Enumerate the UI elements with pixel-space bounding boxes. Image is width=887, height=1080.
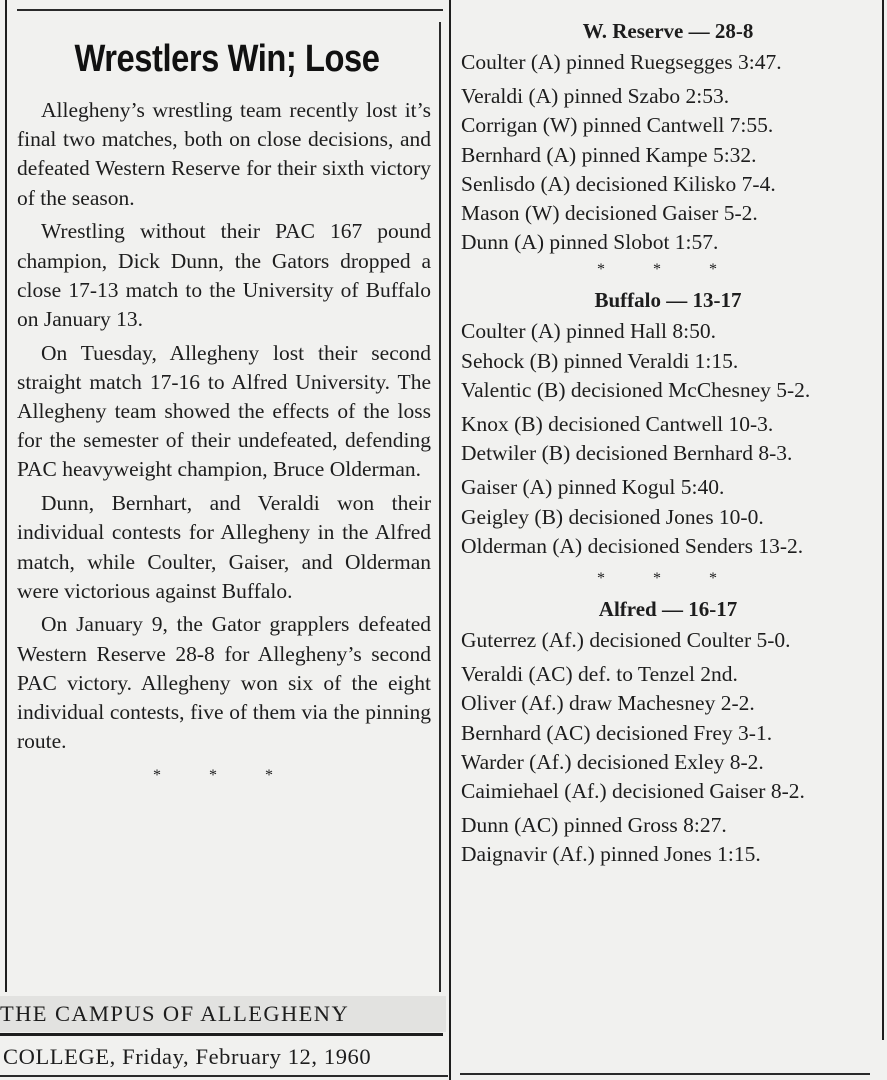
article-headline: Wrestlers Win; Lose bbox=[74, 38, 380, 80]
bout-result: Coulter (A) pinned Hall 8:50. bbox=[461, 319, 716, 344]
section-separator: * * * bbox=[597, 261, 739, 279]
bout-result: Bernhard (A) pinned Kampe 5:32. bbox=[461, 142, 757, 167]
bout-result: Oliver (Af.) draw Machesney 2-2. bbox=[461, 691, 755, 716]
bout-result: Veraldi (AC) def. to Tenzel 2nd. bbox=[461, 662, 738, 687]
bout-result: Bernhard (AC) decisioned Frey 3-1. bbox=[461, 720, 773, 745]
bout-result: Senlisdo (A) decisioned Kilisko 7-4. bbox=[461, 171, 776, 196]
bout-result: Geigley (B) decisioned Jones 10-0. bbox=[461, 504, 764, 529]
bout-result: Olderman (A) decisioned Senders 13-2. bbox=[461, 533, 804, 558]
bout-result: Mason (W) decisioned Gaiser 5-2. bbox=[461, 201, 758, 226]
results-bottom-rule bbox=[460, 1073, 870, 1075]
right-border-rule bbox=[882, 0, 884, 1040]
masthead-line-1: THE CAMPUS OF ALLEGHENY bbox=[0, 996, 446, 1032]
masthead-line-2: COLLEGE, Friday, February 12, 1960 bbox=[3, 1044, 372, 1069]
article-paragraph: Dunn, Bernhart, and Veraldi won their individual contests for Allegheny in the Alfred match, while Coulter, Gaiser, and Olderman were victorious against Buffalo. bbox=[17, 491, 431, 603]
bout-result: Corrigan (W) pinned Cantwell 7:55. bbox=[461, 113, 774, 138]
bout-result: Warder (Af.) decisioned Exley 8-2. bbox=[461, 749, 764, 774]
bout-result: Sehock (B) pinned Veraldi 1:15. bbox=[461, 348, 739, 373]
results-column bbox=[461, 14, 875, 870]
bout-result: Guterrez (Af.) decisioned Coulter 5-0. bbox=[461, 628, 791, 653]
bout-result: Dunn (A) pinned Slobot 1:57. bbox=[461, 230, 719, 255]
bout-result: Caimiehael (Af.) decisioned Gaiser 8-2. bbox=[461, 779, 805, 804]
article-paragraph: On Tuesday, Allegheny lost their second straight match 17-16 to Alfred University. The Allegheny team showed the effects of the loss for the semester of their undefeated, defending PAC heavyweight champion, Bruce Olderman. bbox=[17, 340, 431, 482]
bout-result: Detwiler (B) decisioned Bernhard 8-3. bbox=[461, 441, 793, 466]
article-right-rule bbox=[439, 22, 441, 992]
bout-result: Valentic (B) decisioned McChesney 5-2. bbox=[461, 377, 811, 402]
masthead-rule bbox=[0, 1033, 443, 1036]
section-separator: * * * bbox=[597, 570, 739, 588]
column-divider bbox=[449, 0, 451, 1080]
article-paragraph: Wrestling without their PAC 167 pound champion, Dick Dunn, the Gators dropped a close 17-13 match to the University of Buffalo on January 13. bbox=[17, 219, 431, 331]
bout-result: Daignavir (Af.) pinned Jones 1:15. bbox=[461, 842, 761, 867]
article-body bbox=[17, 96, 431, 790]
bout-result: Gaiser (A) pinned Kogul 5:40. bbox=[461, 475, 725, 500]
article-separator: * * * bbox=[153, 766, 295, 784]
article-paragraph: Allegheny’s wrestling team recently lost it’s final two matches, both on close decisions, and defeated Western Reserve for their sixth victory of the season. bbox=[17, 98, 431, 210]
article-paragraph: On January 9, the Gator grapplers defeated Western Reserve 28-8 for Allegheny’s second PAC victory. Allegheny won six of the eight individual contests, five of them via the pinning route. bbox=[17, 612, 431, 754]
masthead-bottom-rule bbox=[0, 1075, 448, 1077]
section-title-w-reserve: W. Reserve — 28-8 bbox=[582, 19, 754, 43]
section-title-buffalo: Buffalo — 13-17 bbox=[594, 288, 742, 313]
article-top-rule bbox=[17, 9, 443, 11]
left-border-rule bbox=[5, 0, 7, 992]
bout-result: Knox (B) decisioned Cantwell 10-3. bbox=[461, 412, 774, 437]
bout-result: Veraldi (A) pinned Szabo 2:53. bbox=[461, 84, 730, 109]
bout-result: Dunn (AC) pinned Gross 8:27. bbox=[461, 813, 727, 838]
section-title-alfred: Alfred — 16-17 bbox=[598, 597, 738, 622]
bout-result: Coulter (A) pinned Ruegsegges 3:47. bbox=[461, 50, 782, 74]
